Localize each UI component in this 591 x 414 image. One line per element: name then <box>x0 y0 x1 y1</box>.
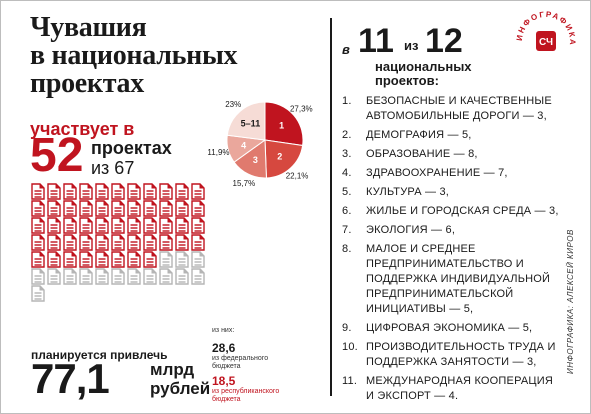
infographics-badge-logo <box>513 8 579 74</box>
badge-logo-text: СЧ <box>539 37 553 48</box>
investment-unit-1: млрд <box>150 360 195 379</box>
document-icon-active <box>191 234 205 251</box>
project-list-item <box>342 128 562 143</box>
project-number: 1. <box>342 95 352 107</box>
document-icon-active <box>79 234 93 251</box>
title-line-3: проектах <box>30 68 144 99</box>
project-list-item <box>342 242 562 317</box>
project-number: 7. <box>342 224 352 236</box>
document-icon-inactive <box>47 268 61 285</box>
document-icon-active <box>143 234 157 251</box>
document-icon-active <box>95 251 109 268</box>
right-head-subtitle-1: национальных <box>375 59 472 74</box>
pie-percent-label-3: 15,7% <box>232 179 256 189</box>
regional-budget-value: 18,5 <box>212 374 236 388</box>
project-text: МАЛОЕ И СРЕДНЕЕ ПРЕДПРИНИМАТЕЛЬСТВО И ПОДДЕРЖКА ИНДИВИДУАЛЬНОЙ ПРЕДПРИНИМАТЕЛЬСКОЙ ИНИЦИАТИВЫ — 5, <box>366 243 551 315</box>
projects-count: 52 <box>30 129 84 182</box>
pie-percent-label-2: 22,1% <box>285 171 309 181</box>
document-icon-inactive <box>159 251 173 268</box>
right-head-of: из <box>404 38 419 53</box>
pie-slice-label-3: 3 <box>252 154 258 165</box>
project-number: 2. <box>342 129 352 141</box>
project-number: 3. <box>342 148 352 160</box>
title-line-1: Чувашия <box>30 12 147 43</box>
document-icon-active <box>31 234 45 251</box>
document-icon-active <box>79 217 93 234</box>
document-icon-active <box>47 251 61 268</box>
project-list-item <box>342 321 562 336</box>
project-text: ЦИФРОВАЯ ЭКОНОМИКА — 5, <box>366 322 533 334</box>
national-projects-list <box>342 94 562 408</box>
project-list-item <box>342 94 562 124</box>
project-list-item <box>342 340 562 370</box>
document-icon-inactive <box>175 268 189 285</box>
document-icon-active <box>191 200 205 217</box>
document-icon-active <box>191 217 205 234</box>
document-icon-active <box>79 183 93 200</box>
author-credit: ИНФОГРАФИКА: АЛЕКСЕЙ КИРОВ <box>566 229 575 374</box>
document-icon-active <box>175 200 189 217</box>
document-icon-active <box>31 217 45 234</box>
document-icon-active <box>111 251 125 268</box>
document-icon-active <box>79 251 93 268</box>
of-them-label: из них: <box>212 327 235 334</box>
pie-percent-label-4: 11,9% <box>207 147 230 157</box>
projects-share-pie-chart <box>205 80 325 200</box>
document-icon-active <box>31 251 45 268</box>
pie-percent-label-5: 23% <box>225 99 242 109</box>
document-icon-active <box>175 234 189 251</box>
investment-amount: 77,1 <box>31 355 109 402</box>
project-number: 11. <box>342 375 358 387</box>
badge-svg <box>513 8 579 74</box>
document-icon-active <box>159 183 173 200</box>
document-icon-inactive <box>95 268 109 285</box>
document-icon-active <box>63 234 77 251</box>
projects-word: проектах <box>91 138 172 158</box>
document-icon-active <box>111 200 125 217</box>
document-icon-active <box>159 200 173 217</box>
document-icon-inactive <box>111 268 125 285</box>
project-number: 8. <box>342 243 352 255</box>
project-text: КУЛЬТУРА — 3, <box>366 186 450 198</box>
document-icon-active <box>127 217 141 234</box>
document-icon-active <box>63 217 77 234</box>
right-head-total: 12 <box>425 22 463 60</box>
right-head-count: 11 <box>358 22 394 60</box>
project-number: 6. <box>342 205 352 217</box>
document-icon-active <box>79 200 93 217</box>
document-icon-active <box>95 200 109 217</box>
federal-budget-label-1: из федерального <box>212 355 269 362</box>
project-text: ДЕМОГРАФИЯ — 5, <box>366 129 472 141</box>
project-list-item <box>342 185 562 200</box>
project-text: ЗДРАВООХРАНЕНИЕ — 7, <box>366 167 508 179</box>
federal-budget-value: 28,6 <box>212 341 236 355</box>
project-list-item <box>342 166 562 181</box>
document-icon-inactive <box>31 268 45 285</box>
document-icon-active <box>111 234 125 251</box>
pie-slice-label-1: 1 <box>279 120 285 131</box>
document-icon-inactive <box>143 268 157 285</box>
investment-label: планируется привлечь <box>31 348 168 362</box>
project-list-item <box>342 204 562 219</box>
pie-percent-label-1: 27,3% <box>289 104 313 114</box>
document-icon-active <box>127 234 141 251</box>
project-number: 4. <box>342 167 352 179</box>
document-icon-active <box>143 217 157 234</box>
document-icon-inactive <box>159 268 173 285</box>
project-text: МЕЖДУНАРОДНАЯ КООПЕРАЦИЯ И ЭКСПОРТ — 4. <box>366 375 554 402</box>
document-icon-inactive <box>127 268 141 285</box>
document-icon-active <box>191 183 205 200</box>
project-list-item <box>342 374 562 404</box>
document-icon-active <box>127 183 141 200</box>
document-icon-active <box>127 251 141 268</box>
document-icon-active <box>111 183 125 200</box>
project-number: 5. <box>342 186 352 198</box>
document-icon-active <box>31 183 45 200</box>
badge-ring-text: ИНФОГРАФИКА <box>514 9 578 47</box>
document-icon-active <box>47 217 61 234</box>
document-icon-active <box>175 217 189 234</box>
document-icon-active <box>47 183 61 200</box>
document-icon-inactive <box>79 268 93 285</box>
document-icon-active <box>111 217 125 234</box>
project-number: 9. <box>342 322 352 334</box>
project-text: ЖИЛЬЕ И ГОРОДСКАЯ СРЕДА — 3, <box>366 205 559 217</box>
document-icon-active <box>159 234 173 251</box>
project-text: БЕЗОПАСНЫЕ И КАЧЕСТВЕННЫЕ АВТОМОБИЛЬНЫЕ ДОРОГИ — 3, <box>366 95 552 122</box>
document-icon-active <box>63 251 77 268</box>
document-icon-active <box>95 217 109 234</box>
project-text: ПРОИЗВОДИТЕЛЬНОСТЬ ТРУДА И ПОДДЕРЖКА ЗАНЯТОСТИ — 3, <box>366 341 556 368</box>
document-icon-active <box>47 200 61 217</box>
pie-slice-label-4: 4 <box>241 140 247 151</box>
document-icon-inactive <box>63 268 77 285</box>
document-icon-active <box>63 183 77 200</box>
investment-unit-2: рублей <box>150 379 211 398</box>
document-icon-active <box>127 200 141 217</box>
document-icon-active <box>31 200 45 217</box>
regional-budget-label-1: из республиканского <box>212 388 280 395</box>
document-icon-active <box>143 183 157 200</box>
project-number: 10. <box>342 341 358 353</box>
project-text: ОБРАЗОВАНИЕ — 8, <box>366 148 478 160</box>
pie-slice-label-2: 2 <box>277 151 283 162</box>
participates-label: участвует в <box>30 119 135 139</box>
document-icon-active <box>143 200 157 217</box>
document-icon-inactive <box>191 251 205 268</box>
document-icon-inactive <box>31 285 45 302</box>
project-text: ЭКОЛОГИЯ — 6, <box>366 224 456 236</box>
project-list-item <box>342 147 562 162</box>
pie-slice-label-5: 5–11 <box>240 118 261 129</box>
document-icon-active <box>175 183 189 200</box>
document-icon-inactive <box>175 251 189 268</box>
document-icon-active <box>63 200 77 217</box>
document-icon-active <box>159 217 173 234</box>
document-icon-active <box>143 251 157 268</box>
pie-svg <box>205 80 325 200</box>
vertical-divider <box>330 18 332 396</box>
document-icon-active <box>95 183 109 200</box>
federal-budget-label-2: бюджета <box>212 363 241 370</box>
right-head-subtitle-2: проектов: <box>375 73 439 88</box>
right-head-in: в <box>342 42 350 57</box>
document-icon-active <box>47 234 61 251</box>
title-line-2: в национальных <box>30 40 238 71</box>
projects-of-total: из 67 <box>91 158 135 178</box>
project-list-item <box>342 223 562 238</box>
project-document-icons-grid <box>31 183 205 302</box>
regional-budget-label-2: бюджета <box>212 396 241 403</box>
document-icon-inactive <box>191 268 205 285</box>
document-icon-active <box>95 234 109 251</box>
